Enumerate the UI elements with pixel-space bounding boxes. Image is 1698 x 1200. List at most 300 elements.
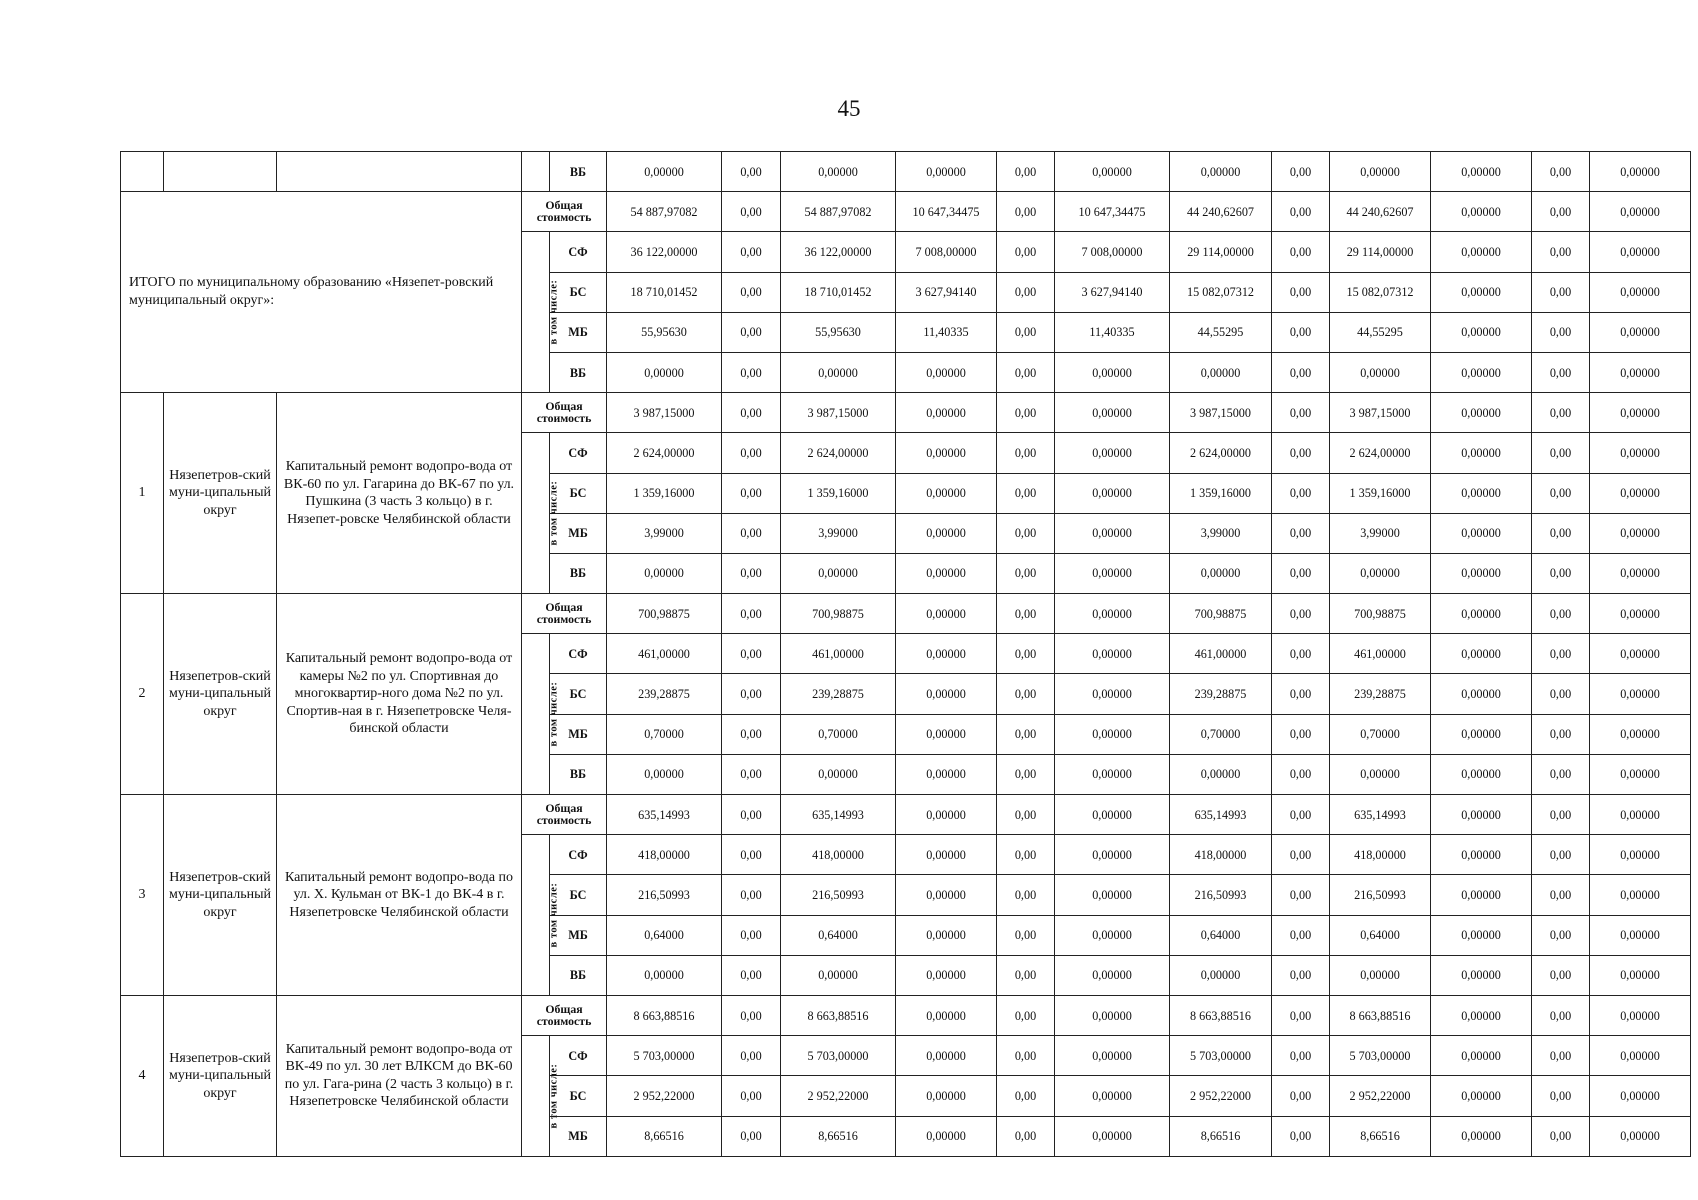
value-cell: 5 703,00000 [1330,1036,1431,1076]
source-label: БС [550,875,607,915]
value-cell: 1 359,16000 [1330,473,1431,513]
value-cell: 2 624,00000 [781,433,896,473]
value-cell: 0,00 [1272,192,1330,232]
value-cell: 0,00000 [1590,1076,1691,1116]
value-cell: 0,00 [1532,152,1590,192]
value-cell: 0,00000 [1055,915,1170,955]
value-cell: 0,00 [722,312,781,352]
value-cell: 1 359,16000 [607,473,722,513]
value-cell: 0,00000 [1590,1036,1691,1076]
value-cell: 0,00 [997,875,1055,915]
municipality-cell: Нязепетров-ский муни-ципальный округ [164,393,277,594]
empty-cell [277,152,522,192]
value-cell: 0,00 [997,192,1055,232]
of-which-label [522,634,560,795]
value-cell: 0,00 [997,433,1055,473]
value-cell: 0,00000 [1055,152,1170,192]
value-cell: 0,00 [1532,513,1590,553]
value-cell: 0,70000 [1330,714,1431,754]
value-cell: 0,00 [1532,915,1590,955]
value-cell: 216,50993 [1170,875,1272,915]
value-cell: 0,00 [722,513,781,553]
value-cell: 0,00 [1532,674,1590,714]
value-cell: 2 952,22000 [1330,1076,1431,1116]
value-cell: 0,00000 [1590,312,1691,352]
value-cell: 1 359,16000 [1170,473,1272,513]
of-which-text: в том числе: [548,882,560,948]
value-cell: 8,66516 [607,1116,722,1156]
table-row [121,152,1691,192]
value-cell: 0,00 [997,272,1055,312]
value-cell: 0,00000 [1330,955,1431,995]
value-cell: 0,00000 [1055,433,1170,473]
value-cell: 0,00000 [1055,553,1170,593]
value-cell: 0,00 [997,754,1055,794]
row-number: 3 [121,795,164,996]
value-cell: 3 987,15000 [1330,393,1431,433]
value-cell: 418,00000 [1170,835,1272,875]
value-cell: 0,00 [1272,634,1330,674]
value-cell: 0,00000 [781,553,896,593]
value-cell: 0,00000 [1431,1076,1532,1116]
value-cell: 0,00 [722,152,781,192]
value-cell: 0,00000 [896,152,997,192]
value-cell: 0,00000 [1330,152,1431,192]
total-label: Общая стоимость [522,594,607,634]
value-cell: 0,00000 [1055,754,1170,794]
value-cell: 0,00000 [896,513,997,553]
value-cell: 0,00 [1532,835,1590,875]
value-cell: 0,00000 [1431,393,1532,433]
value-cell: 0,00000 [1055,1116,1170,1156]
value-cell: 0,00 [1532,272,1590,312]
value-cell: 0,00 [1272,835,1330,875]
value-cell: 0,00 [1272,513,1330,553]
value-cell: 0,00000 [1590,754,1691,794]
value-cell: 0,00 [1532,754,1590,794]
value-cell: 3,99000 [1330,513,1431,553]
of-which-text: в том числе: [548,681,560,747]
value-cell: 0,00 [1272,433,1330,473]
table-row [121,795,1691,835]
value-cell: 18 710,01452 [607,272,722,312]
value-cell: 0,00000 [1055,1076,1170,1116]
value-cell: 8,66516 [1170,1116,1272,1156]
value-cell: 0,00000 [1431,955,1532,995]
value-cell: 0,00 [722,915,781,955]
value-cell: 0,00000 [896,433,997,473]
value-cell: 0,00 [997,473,1055,513]
value-cell: 0,00 [1272,754,1330,794]
value-cell: 0,00 [1532,312,1590,352]
value-cell: 0,00 [1532,393,1590,433]
value-cell: 0,70000 [781,714,896,754]
value-cell: 0,00000 [1055,513,1170,553]
of-which-label [522,1036,560,1157]
value-cell: 0,00000 [896,754,997,794]
value-cell: 635,14993 [1330,795,1431,835]
value-cell: 0,00 [1272,1036,1330,1076]
row-number: 4 [121,995,164,1156]
value-cell: 0,00000 [781,754,896,794]
value-cell: 0,00000 [1170,553,1272,593]
source-label: ВБ [550,352,607,392]
value-cell: 0,00000 [1590,232,1691,272]
value-cell: 0,00 [997,674,1055,714]
municipality-cell: Нязепетров-ский муни-ципальный округ [164,594,277,795]
value-cell: 3,99000 [1170,513,1272,553]
value-cell: 54 887,97082 [607,192,722,232]
value-cell: 0,00 [1272,272,1330,312]
value-cell: 0,00000 [896,835,997,875]
value-cell: 3 627,94140 [896,272,997,312]
value-cell: 0,70000 [1170,714,1272,754]
value-cell: 700,98875 [1170,594,1272,634]
value-cell: 239,28875 [1170,674,1272,714]
total-label: Общая стоимость [522,795,607,835]
value-cell: 0,00 [1272,995,1330,1035]
value-cell: 0,00000 [1055,995,1170,1035]
value-cell: 0,00000 [607,955,722,995]
value-cell: 11,40335 [1055,312,1170,352]
value-cell: 0,00000 [1055,674,1170,714]
value-cell: 55,95630 [781,312,896,352]
value-cell: 2 624,00000 [1330,433,1431,473]
value-cell: 0,00 [997,312,1055,352]
value-cell: 44 240,62607 [1330,192,1431,232]
of-which-label [522,232,560,393]
value-cell: 5 703,00000 [1170,1036,1272,1076]
value-cell: 0,00 [722,754,781,794]
value-cell: 8,66516 [781,1116,896,1156]
value-cell: 0,00000 [1590,352,1691,392]
value-cell: 0,00000 [896,393,997,433]
value-cell: 635,14993 [781,795,896,835]
value-cell: 3,99000 [607,513,722,553]
value-cell: 0,00000 [1590,192,1691,232]
value-cell: 2 624,00000 [607,433,722,473]
value-cell: 0,00000 [896,955,997,995]
value-cell: 0,00000 [1170,352,1272,392]
value-cell: 0,00 [997,152,1055,192]
empty-cell [121,152,164,192]
value-cell: 0,00000 [1431,1036,1532,1076]
value-cell: 0,00000 [896,875,997,915]
object-name-cell: Капитальный ремонт водопро-вода от ВК-60 по ул. Гагарина до ВК-67 по ул. Пушкина (3 часть 3 кольцо) в г. Нязепет-ровске Челябинской области [277,393,522,594]
value-cell: 216,50993 [1330,875,1431,915]
value-cell: 0,00000 [896,553,997,593]
value-cell: 0,00000 [1590,272,1691,312]
value-cell: 0,00 [1272,152,1330,192]
value-cell: 0,00 [997,1036,1055,1076]
value-cell: 0,00000 [1055,473,1170,513]
value-cell: 0,00000 [1431,674,1532,714]
source-label: СФ [550,232,607,272]
empty-cell [522,152,550,192]
value-cell: 0,00 [722,714,781,754]
value-cell: 0,70000 [607,714,722,754]
value-cell: 0,00 [1272,393,1330,433]
value-cell: 700,98875 [781,594,896,634]
value-cell: 0,00 [722,875,781,915]
value-cell: 0,00000 [1055,352,1170,392]
source-label: МБ [550,513,607,553]
value-cell: 0,00 [1532,192,1590,232]
value-cell: 0,00000 [1055,875,1170,915]
value-cell: 0,00000 [1590,513,1691,553]
value-cell: 0,00 [997,714,1055,754]
value-cell: 0,00000 [1590,393,1691,433]
value-cell: 239,28875 [781,674,896,714]
value-cell: 0,00 [722,1076,781,1116]
value-cell: 44 240,62607 [1170,192,1272,232]
table-row [121,995,1691,1035]
value-cell: 0,00 [1532,1076,1590,1116]
value-cell: 3 627,94140 [1055,272,1170,312]
value-cell: 0,00000 [1431,634,1532,674]
of-which-label [522,433,560,594]
value-cell: 0,00000 [1330,754,1431,794]
value-cell: 0,00 [722,272,781,312]
value-cell: 0,00 [1532,714,1590,754]
value-cell: 0,00 [722,594,781,634]
value-cell: 0,00 [1272,674,1330,714]
value-cell: 0,00 [1272,1076,1330,1116]
value-cell: 461,00000 [607,634,722,674]
value-cell: 15 082,07312 [1330,272,1431,312]
value-cell: 8 663,88516 [781,995,896,1035]
value-cell: 0,00 [722,1036,781,1076]
value-cell: 8 663,88516 [1170,995,1272,1035]
value-cell: 0,00000 [896,714,997,754]
value-cell: 0,00 [722,352,781,392]
value-cell: 0,00000 [1590,915,1691,955]
value-cell: 0,00 [1532,352,1590,392]
value-cell: 0,00 [1532,1036,1590,1076]
table-row [121,393,1691,433]
value-cell: 0,00 [1532,995,1590,1035]
value-cell: 0,00 [1532,594,1590,634]
value-cell: 0,00000 [1055,714,1170,754]
value-cell: 635,14993 [607,795,722,835]
value-cell: 5 703,00000 [781,1036,896,1076]
value-cell: 0,00000 [1590,835,1691,875]
source-label: МБ [550,714,607,754]
value-cell: 0,00000 [1590,995,1691,1035]
of-which-text: в том числе: [548,480,560,546]
value-cell: 0,00000 [1431,594,1532,634]
value-cell: 11,40335 [896,312,997,352]
value-cell: 0,64000 [1330,915,1431,955]
value-cell: 0,00000 [896,1036,997,1076]
value-cell: 239,28875 [1330,674,1431,714]
value-cell: 0,00000 [1431,513,1532,553]
value-cell: 0,00000 [1590,875,1691,915]
value-cell: 0,00 [1532,1116,1590,1156]
value-cell: 29 114,00000 [1330,232,1431,272]
row-number: 2 [121,594,164,795]
object-name-cell: Капитальный ремонт водопро-вода от ВК-49 по ул. 30 лет ВЛКСМ до ВК-60 по ул. Гага-рина (2 часть 3 кольцо) в г. Нязепетровске Челябинской области [277,995,522,1156]
value-cell: 700,98875 [1330,594,1431,634]
value-cell: 0,00000 [607,754,722,794]
value-cell: 0,00000 [896,634,997,674]
value-cell: 0,00000 [1431,795,1532,835]
value-cell: 0,00000 [1330,553,1431,593]
value-cell: 418,00000 [781,835,896,875]
value-cell: 0,00000 [607,553,722,593]
row-number: 1 [121,393,164,594]
value-cell: 0,00 [1532,553,1590,593]
table-row [121,594,1691,634]
value-cell: 0,00000 [1431,553,1532,593]
value-cell: 0,00000 [1590,634,1691,674]
value-cell: 0,00 [997,553,1055,593]
value-cell: 0,00 [1532,473,1590,513]
value-cell: 0,00 [997,835,1055,875]
value-cell: 0,00 [997,915,1055,955]
value-cell: 0,00000 [607,352,722,392]
value-cell: 0,00000 [1431,232,1532,272]
value-cell: 0,00 [1532,433,1590,473]
value-cell: 0,00000 [1590,594,1691,634]
value-cell: 0,00000 [1055,1036,1170,1076]
source-label: МБ [550,1116,607,1156]
value-cell: 0,00000 [1431,754,1532,794]
value-cell: 0,00000 [1170,955,1272,995]
value-cell: 0,00000 [1431,192,1532,232]
value-cell: 0,00000 [1431,312,1532,352]
value-cell: 3 987,15000 [1170,393,1272,433]
value-cell: 0,00000 [896,915,997,955]
value-cell: 0,00 [1532,875,1590,915]
value-cell: 461,00000 [1170,634,1272,674]
value-cell: 0,00 [1272,955,1330,995]
value-cell: 0,00000 [1431,473,1532,513]
value-cell: 0,00 [722,192,781,232]
value-cell: 0,00 [722,553,781,593]
value-cell: 0,00000 [1330,352,1431,392]
value-cell: 0,00000 [896,594,997,634]
source-label: БС [550,272,607,312]
value-cell: 0,00 [1272,915,1330,955]
value-cell: 44,55295 [1170,312,1272,352]
value-cell: 5 703,00000 [607,1036,722,1076]
value-cell: 0,00 [722,995,781,1035]
value-cell: 461,00000 [781,634,896,674]
value-cell: 0,00 [997,594,1055,634]
value-cell: 0,00 [997,995,1055,1035]
value-cell: 8,66516 [1330,1116,1431,1156]
value-cell: 0,00 [997,1076,1055,1116]
value-cell: 3 987,15000 [607,393,722,433]
value-cell: 0,00 [1272,795,1330,835]
source-label: БС [550,1076,607,1116]
value-cell: 0,00000 [896,352,997,392]
value-cell: 3,99000 [781,513,896,553]
object-name-cell: Капитальный ремонт водопро-вода от камеры №2 по ул. Спортивная до многоквартир-ного дома №2 по ул. Спортив-ная в г. Нязепетровске Челя-бинской области [277,594,522,795]
value-cell: 700,98875 [607,594,722,634]
value-cell: 0,00 [722,393,781,433]
value-cell: 2 624,00000 [1170,433,1272,473]
value-cell: 418,00000 [1330,835,1431,875]
value-cell: 0,00 [722,473,781,513]
value-cell: 635,14993 [1170,795,1272,835]
value-cell: 0,00000 [896,1076,997,1116]
value-cell: 8 663,88516 [607,995,722,1035]
value-cell: 0,00 [722,795,781,835]
value-cell: 0,00000 [781,152,896,192]
value-cell: 0,00000 [1590,152,1691,192]
value-cell: 461,00000 [1330,634,1431,674]
value-cell: 0,00 [722,634,781,674]
value-cell: 0,00000 [896,674,997,714]
value-cell: 0,00000 [1590,955,1691,995]
value-cell: 0,00000 [781,352,896,392]
source-label: СФ [550,433,607,473]
value-cell: 3 987,15000 [781,393,896,433]
value-cell: 0,00000 [1590,553,1691,593]
value-cell: 0,00000 [1170,152,1272,192]
value-cell: 0,00 [1272,553,1330,593]
source-label: СФ [550,1036,607,1076]
value-cell: 0,00 [997,393,1055,433]
source-label: МБ [550,312,607,352]
value-cell: 0,00 [1272,473,1330,513]
value-cell: 2 952,22000 [1170,1076,1272,1116]
value-cell: 0,00 [997,795,1055,835]
value-cell: 418,00000 [607,835,722,875]
value-cell: 0,00000 [896,1116,997,1156]
value-cell: 0,00 [722,433,781,473]
value-cell: 0,00 [997,513,1055,553]
empty-cell [164,152,277,192]
total-label: Общая стоимость [522,393,607,433]
value-cell: 0,00000 [1590,674,1691,714]
source-label: ВБ [550,754,607,794]
value-cell: 0,00 [722,835,781,875]
value-cell: 0,00 [1532,232,1590,272]
value-cell: 0,00 [1532,955,1590,995]
value-cell: 0,00 [1272,1116,1330,1156]
value-cell: 0,00000 [896,795,997,835]
value-cell: 0,00 [1272,714,1330,754]
source-label: ВБ [550,553,607,593]
value-cell: 7 008,00000 [1055,232,1170,272]
value-cell: 0,00000 [607,152,722,192]
value-cell: 0,00 [1272,875,1330,915]
source-label: БС [550,473,607,513]
source-label: ВБ [550,152,607,192]
of-which-text: в том числе: [548,1063,560,1129]
object-name-cell: Капитальный ремонт водопро-вода по ул. Х. Кульман от ВК-1 до ВК-4 в г. Нязепетровске Челябинской области [277,795,522,996]
value-cell: 0,64000 [781,915,896,955]
value-cell: 36 122,00000 [607,232,722,272]
value-cell: 44,55295 [1330,312,1431,352]
value-cell: 0,00000 [1431,272,1532,312]
value-cell: 0,00000 [1431,875,1532,915]
value-cell: 36 122,00000 [781,232,896,272]
value-cell: 0,00000 [1055,594,1170,634]
value-cell: 0,64000 [607,915,722,955]
value-cell: 18 710,01452 [781,272,896,312]
total-label: Общая стоимость [522,192,607,232]
value-cell: 0,00000 [1590,433,1691,473]
value-cell: 0,00 [997,232,1055,272]
source-label: СФ [550,634,607,674]
value-cell: 0,00 [1272,352,1330,392]
value-cell: 0,00000 [1055,795,1170,835]
value-cell: 0,00000 [1055,835,1170,875]
